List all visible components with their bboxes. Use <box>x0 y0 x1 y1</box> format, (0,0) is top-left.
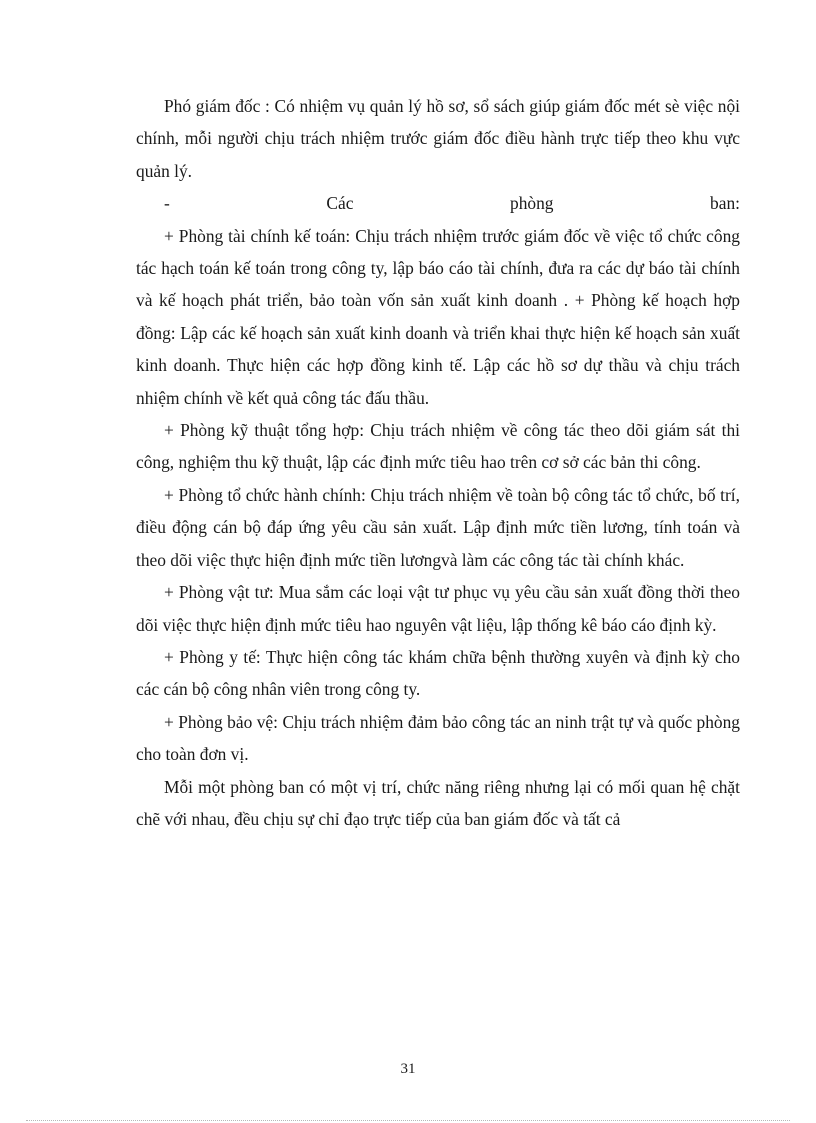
paragraph-deputy-director: Phó giám đốc : Có nhiệm vụ quản lý hồ sơ, sổ sách giúp giám đốc mét sè việc nội chính, mỗi người chịu trách nhiệm trước giám đốc điều hành trực tiếp theo khu vực quản lý. <box>136 96 740 181</box>
paragraph-medical-department: + Phòng y tế: Thực hiện công tác khám chữa bệnh thường xuyên và định kỳ cho các cán bộ công nhân viên trong công ty. <box>136 646 740 700</box>
paragraph-technical-department: + Phòng kỹ thuật tổng hợp: Chịu trách nhiệm về công tác theo dõi giám sát thi công, nghiệm thu kỹ thuật, lập các định mức tiêu hao trên cơ sở các bản thi công. <box>136 420 740 473</box>
paragraph-finance-and-planning: + Phòng tài chính kế toán: Chịu trách nhiệm trước giám đốc về việc tổ chức công tác hạch toán kế toán trong công ty, lập báo cáo tài chính, đưa ra các dự báo tài chính và kế hoạch phát triển, bảo toàn vốn sản xuất kinh doanh . + Phòng kế hoạch hợp đồng: Lập các kế hoạch sản xuất kinh doanh và triển khai thực hiện kế hoạch sản xuất kinh doanh. Thực hiện các hợp đồng kinh tế. Lập các hồ sơ dự thầu và chịu trách nhiệm chính về kết quả công tác đấu thầu. <box>136 225 740 408</box>
page-bottom-divider <box>26 1120 790 1121</box>
paragraph-supplies-department: + Phòng vật tư: Mua sắm các loại vật tư phục vụ yêu cầu sản xuất đồng thời theo dõi việc thực hiện định mức tiêu hao nguyên vật liệu, lập thống kê báo cáo định kỳ. <box>136 582 740 635</box>
paragraph-departments-heading: - Các phòng ban: <box>164 193 740 214</box>
paragraph-security-department: + Phòng bảo vệ: Chịu trách nhiệm đảm bảo công tác an ninh trật tự và quốc phòng cho toàn đơn vị. <box>136 711 740 765</box>
body-text <box>136 90 740 835</box>
paragraph-conclusion: Mỗi một phòng ban có một vị trí, chức năng riêng nhưng lại có mối quan hệ chặt chẽ với nhau, đều chịu sự chỉ đạo trực tiếp của ban giám đốc và tất cả <box>136 776 740 829</box>
page-number: 31 <box>400 1061 416 1077</box>
paragraph-admin-department: + Phòng tổ chức hành chính: Chịu trách nhiệm về toàn bộ công tác tổ chức, bố trí, điều động cán bộ đáp ứng yêu cầu sản xuất. Lập định mức tiền lương, tính toán và theo dõi việc thực hiện định mức tiền lươngvà làm các công tác tài chính khác. <box>136 484 740 570</box>
